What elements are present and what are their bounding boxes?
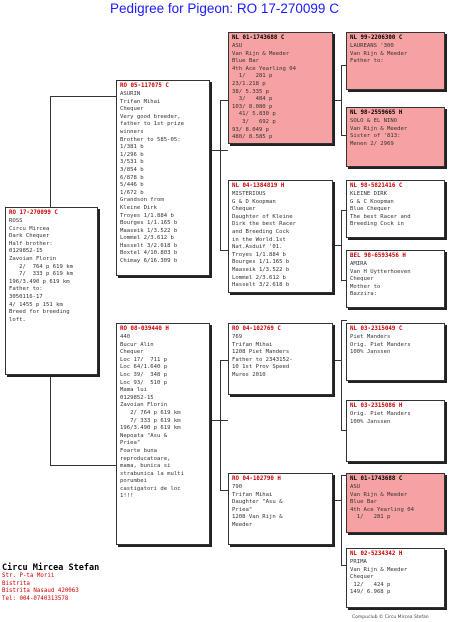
ring-number: RO 05-117075 C	[120, 83, 169, 89]
detail-line: Piet Manders	[350, 334, 391, 340]
detail-line: Zavoian Florin	[120, 402, 168, 409]
sire-sire-dam-card[interactable]	[346, 107, 445, 167]
ring-number: RO 04-102769 C	[232, 326, 281, 332]
dam-dam-sire-card[interactable]	[346, 473, 445, 533]
detail-line: MISTERIOUS	[232, 191, 266, 197]
dam-sire-sire-card[interactable]	[346, 323, 445, 381]
detail-line: Chequer	[120, 106, 144, 113]
detail-line: Orig. Piet Manders	[350, 341, 411, 348]
sire-sire-card[interactable]	[228, 32, 333, 144]
detail-line: 196/3.490 p 619 km	[120, 425, 181, 432]
detail-line: 1208 Piet Manders	[232, 349, 290, 356]
detail-line: 3/ 692 p	[232, 118, 276, 125]
dam-sire-card[interactable]	[228, 323, 333, 395]
detail-line: 7/ 333 p 619 km	[120, 417, 181, 424]
detail-line: Loc 93/ 510 p	[120, 379, 168, 386]
pigeon-details	[229, 334, 332, 380]
connector	[210, 150, 228, 151]
ring-number: NL 01-1743688 C	[350, 476, 403, 482]
ring-number: NL 03-2315086 H	[350, 403, 403, 409]
breeder-info	[2, 563, 99, 603]
connector	[341, 320, 347, 321]
pigeon-details	[6, 218, 97, 324]
detail-line: Bourges 1/1.165 b	[120, 220, 178, 227]
detail-line: loft.	[9, 316, 26, 323]
detail-line: Nepoata "Asu &	[120, 432, 168, 439]
detail-line: ROSS	[9, 218, 23, 224]
detail-line: Boxtel 4/10.803 b	[120, 250, 178, 257]
detail-line: 0129852-15	[120, 394, 154, 401]
pigeon-details	[229, 484, 332, 530]
detail-line: ASU	[232, 43, 243, 49]
detail-line: Daughter "Asu &	[232, 499, 283, 506]
ring-number: NL 98-5821416 C	[350, 183, 403, 189]
connector	[220, 360, 221, 490]
breeder-phone: Tel: 004-0740313578	[2, 595, 69, 602]
detail-line: Bucur Alin	[120, 341, 154, 348]
detail-line: Loc 17/ 711 p	[120, 356, 168, 363]
sire-sire-sire-card[interactable]	[346, 32, 445, 90]
detail-line: Nat.Asduif '01.	[232, 244, 283, 251]
detail-line: reproducatoare,	[120, 455, 171, 462]
detail-line: Blue Chequer	[350, 206, 391, 213]
detail-line: 2/ 764 p 619 km	[120, 409, 181, 416]
detail-line: Father to:	[9, 286, 43, 293]
connector	[333, 100, 341, 101]
detail-line: Sister of '813:	[350, 133, 401, 140]
detail-line: Blue Bar	[350, 499, 377, 506]
detail-line: Grandson from	[120, 197, 164, 204]
detail-line: 6/878 b	[120, 174, 144, 181]
detail-line: 38/ 5.335 p	[232, 88, 270, 95]
detail-line: Dirk the best Racer	[232, 221, 296, 228]
detail-line: Priea"	[232, 506, 253, 513]
connector	[50, 465, 116, 466]
detail-line: Maaseik 1/3.522 b	[120, 227, 178, 234]
detail-line: 0129852-15	[9, 248, 43, 255]
detail-line: Trifan Mihai	[120, 98, 161, 105]
detail-line: SOLO & EL NINO	[350, 118, 398, 124]
detail-line: and Breeding Cock	[232, 228, 290, 235]
dam-dam-card[interactable]	[228, 473, 333, 545]
ring-number: RO 08-039440 H	[120, 326, 169, 332]
detail-line: Van Rijn & Meeder	[350, 125, 408, 132]
pigeon-details	[347, 43, 444, 66]
detail-line: Van Rijn & Meeder	[232, 50, 290, 57]
detail-line: 3/854 b	[120, 166, 144, 173]
detail-line: Lommel 2/3.612 b	[120, 235, 174, 242]
sire-card[interactable]	[116, 80, 210, 276]
connector	[210, 420, 228, 421]
detail-line: Van Rijn & Meeder	[350, 50, 408, 57]
detail-line: G & D Koopman	[232, 198, 276, 205]
connector	[333, 360, 341, 361]
breeder-address-line: Str. P-ta Morii	[2, 573, 55, 579]
detail-line: 103/ 8.080 p	[232, 103, 273, 110]
detail-line: 769	[232, 334, 243, 340]
pigeon-details	[347, 559, 444, 597]
detail-line: 4/ 1455 p 151 km	[9, 301, 63, 308]
pigeon-details	[347, 334, 444, 357]
detail-line: Mother to	[350, 283, 381, 290]
detail-line: 93/ 8.049 p	[232, 126, 270, 133]
detail-line: Priea"	[120, 440, 141, 447]
detail-line: Maaseik 1/3.522 b	[232, 266, 290, 273]
detail-line: Loc 39/ 348 p	[120, 371, 168, 378]
detail-line: 1/296 b	[120, 151, 144, 158]
detail-line: ASURIN	[120, 91, 141, 97]
detail-line: Chequer	[232, 206, 256, 213]
detail-line: 100% Janssen	[350, 349, 391, 356]
pigeon-details	[229, 43, 332, 142]
detail-line: in the World.1st	[232, 236, 286, 243]
connector	[220, 100, 221, 250]
pigeon-details	[347, 484, 444, 522]
detail-line: Kleine Dirk	[120, 204, 158, 211]
detail-line: Father to:	[350, 58, 384, 65]
connector	[341, 320, 342, 430]
detail-line: Hasselt 3/2.618 b	[120, 242, 178, 249]
detail-line: Troyes 1/1.884 b	[232, 251, 286, 258]
detail-line: Orig. Piet Manders	[350, 411, 411, 417]
connector	[50, 96, 51, 207]
detail-line: Loc 64/1.640 p	[120, 364, 168, 371]
detail-line: 10 1st Prov Speed	[232, 364, 290, 371]
detail-line: 2/ 764 p 619 km	[9, 263, 73, 270]
detail-line: 41/ 5.830 p	[232, 111, 276, 118]
pigeon-details	[117, 334, 209, 501]
detail-line: Zavoian Florin	[9, 255, 57, 262]
detail-line: 12/ 424 p	[350, 581, 391, 588]
detail-line: 790	[232, 484, 243, 490]
detail-line: Meeder	[232, 521, 253, 528]
detail-line: Bourges 1/1.165 b	[232, 259, 290, 266]
detail-line: 1/381 b	[120, 144, 144, 151]
breeder-address-line: Bistrita	[2, 580, 30, 587]
pigeon-details	[347, 411, 444, 426]
detail-line: 1208 Van Rijn &	[232, 514, 283, 521]
detail-line: Chequer	[350, 574, 374, 581]
detail-line: porumbei	[120, 478, 147, 485]
detail-line: 4th Ace Yearling 04	[350, 506, 414, 513]
detail-line: 440	[120, 334, 131, 340]
connector	[333, 500, 341, 501]
detail-line: Blue Bar	[232, 58, 259, 65]
detail-line: LAUREANS '300	[350, 43, 394, 49]
sire-dam-sire-card[interactable]	[346, 180, 445, 238]
detail-line: Trifan Mihai	[232, 341, 273, 348]
breeder-address-line: Bistrita Nasaud 420063	[2, 588, 79, 595]
connector	[50, 96, 116, 97]
detail-line: Hasselt 3/2.618 b	[232, 282, 290, 289]
detail-line: 3050116-17	[9, 293, 43, 300]
detail-line: Chimay 6/16.309 b	[120, 258, 178, 265]
detail-line: Van H Uytterhoeven	[350, 268, 411, 275]
dam-dam-dam-card[interactable]	[346, 548, 445, 608]
detail-line: Father to 2343152-	[232, 356, 293, 363]
detail-line: castigatori de loc	[120, 485, 181, 492]
detail-line: Daughter of Kleine	[232, 213, 293, 220]
detail-line: 1/672 b	[120, 189, 144, 196]
detail-line: Menen 2/ 2969	[350, 140, 394, 147]
ring-number: RO 04-102790 H	[232, 476, 281, 482]
ring-number: NL 99-2206300 C	[350, 35, 403, 41]
detail-line: G & C Koopman	[350, 198, 394, 205]
subject-card[interactable]	[5, 207, 98, 375]
ring-number: NL 03-2315049 C	[350, 326, 403, 332]
detail-line: mama, bunica si	[120, 463, 171, 470]
detail-line: Breed for breeding	[9, 309, 70, 316]
detail-line: Brother to 585-05:	[120, 136, 181, 143]
detail-line: Trifan Mihai	[232, 491, 273, 498]
connector	[341, 475, 342, 565]
detail-line: 4th Ace Yearling 04	[232, 65, 296, 72]
detail-line: Troyes 1/1.884 b	[120, 212, 174, 219]
connector	[341, 210, 342, 280]
dam-sire-dam-card[interactable]	[346, 400, 445, 462]
pigeon-details	[347, 118, 444, 148]
detail-line: 149/ 6.968 p	[350, 589, 391, 596]
detail-line: Circu Mircea	[9, 225, 50, 232]
pigeon-details	[347, 261, 444, 299]
pigeon-details	[117, 91, 209, 266]
detail-line: Chequer	[120, 349, 144, 356]
detail-line: Bazzira:	[350, 291, 377, 298]
detail-line: ASU	[350, 484, 361, 490]
detail-line: 1/ 281 p	[350, 514, 391, 521]
detail-line: PRIMA	[350, 559, 367, 565]
ring-number: NL 02-5234342 H	[350, 551, 403, 557]
detail-line: KLEINE DIRK	[350, 191, 388, 197]
detail-line: 1!!!	[120, 493, 134, 500]
detail-line: 3/531 b	[120, 159, 144, 166]
ring-number: NL 04-1384819 H	[232, 183, 285, 189]
detail-line: Very good breeder,	[120, 113, 181, 120]
ring-number: BEL 98-6593456 H	[350, 253, 406, 259]
detail-line: Half brother:	[9, 240, 53, 247]
detail-line: 196/3.490 p 619 km	[9, 278, 70, 285]
detail-line: Breeding Cock in	[350, 221, 404, 228]
breeder-name: Circu Mircea Stefan	[2, 563, 100, 573]
connector	[333, 245, 341, 246]
dam-card[interactable]	[116, 323, 210, 545]
footer-credit: Compuclub © Circu Mircea Stefan	[352, 615, 429, 620]
detail-line: Chequer	[350, 276, 374, 283]
detail-line: 3/ 484 p	[232, 96, 273, 103]
ring-number: NL 01-1743688 C	[232, 35, 285, 41]
detail-line: father to 1st prize	[120, 121, 184, 128]
detail-line: Foarte buna	[120, 447, 158, 454]
detail-line: Van Rijn & Meeder	[350, 491, 408, 498]
sire-dam-dam-card[interactable]	[346, 250, 445, 308]
detail-line: Mama lui	[120, 387, 147, 394]
detail-line: Lommel 2/3.612 b	[232, 274, 286, 281]
detail-line: 480/ 8.585 p	[232, 134, 273, 141]
detail-line: 100% Janssen	[350, 418, 391, 425]
detail-line: The best Racer and	[350, 213, 411, 220]
pigeon-details	[347, 191, 444, 229]
ring-number: RO 17-270099 C	[9, 210, 58, 216]
sire-dam-card[interactable]	[228, 180, 333, 293]
detail-line: 23/1.218 p	[232, 80, 266, 87]
detail-line: 1/ 281 p	[232, 73, 273, 80]
detail-line: AMIRA	[350, 261, 367, 267]
detail-line: 5/446 b	[120, 182, 144, 189]
detail-line: Dark Chequer	[9, 233, 50, 240]
detail-line: 7/ 333 p 619 km	[9, 271, 73, 278]
ring-number: NL 98-2559665 H	[350, 110, 403, 116]
connector	[341, 65, 342, 135]
detail-line: Van Rijn & Meeder	[350, 566, 408, 573]
page-title: Pedigree for Pigeon: RO 17-270099 C	[110, 1, 339, 16]
detail-line: winners	[120, 128, 144, 135]
detail-line: Mures 2010	[232, 371, 266, 378]
pigeon-details	[229, 191, 332, 290]
detail-line: strabunica la multi	[120, 470, 184, 477]
